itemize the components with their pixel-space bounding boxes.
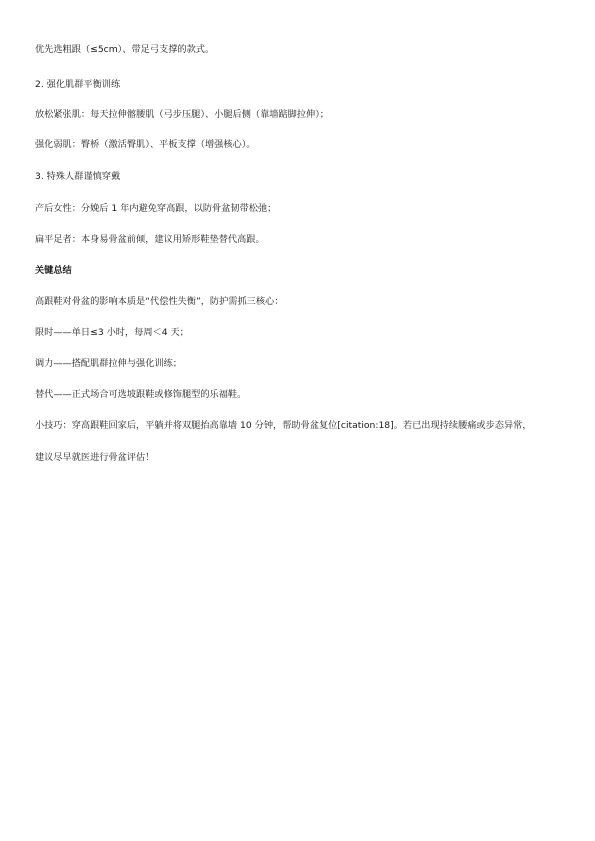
- paragraph-relax-muscles: 放松紧张肌：每天拉伸髂腰肌（弓步压腿）、小腿后侧（靠墙踮脚拉伸）；: [35, 109, 329, 120]
- paragraph-tip: 小技巧：穿高跟鞋回家后，平躺并将双腿抬高靠墙 10 分钟，帮助骨盆复位[citation:18]。若已出现持续腰痛或步态异常，: [35, 420, 532, 431]
- heading-key-summary: 关键总结: [35, 265, 72, 276]
- paragraph-postpartum: 产后女性：分娩后 1 年内避免穿高跟，以防骨盆韧带松弛；: [35, 203, 277, 214]
- paragraph-strengthen-muscles: 强化弱肌：臀桥（激活臀肌）、平板支撑（增强核心）。: [35, 139, 256, 150]
- paragraph-tip-continued: 建议尽早就医进行骨盆评估！: [35, 452, 155, 463]
- list-item-adjust-strength: 调力——搭配肌群拉伸与强化训练；: [35, 358, 182, 369]
- paragraph-heel-advice: 优先选粗跟（≤5cm）、带足弓支撑的款式。: [35, 44, 215, 55]
- list-item-time-limit: 限时——单日≤3 小时，每周＜4 天；: [35, 327, 189, 338]
- section-heading-special-groups: 3. 特殊人群谨慎穿戴: [35, 171, 121, 182]
- list-item-alternatives: 替代——正式场合可选坡跟鞋或修饰腿型的乐福鞋。: [35, 389, 247, 400]
- section-heading-muscle-balance: 2. 强化肌群平衡训练: [35, 79, 121, 90]
- paragraph-flat-feet: 扁平足者：本身易骨盆前倾，建议用矫形鞋垫替代高跟。: [35, 234, 265, 245]
- paragraph-summary-intro: 高跟鞋对骨盆的影响本质是“代偿性失衡”，防护需抓三核心：: [35, 296, 284, 307]
